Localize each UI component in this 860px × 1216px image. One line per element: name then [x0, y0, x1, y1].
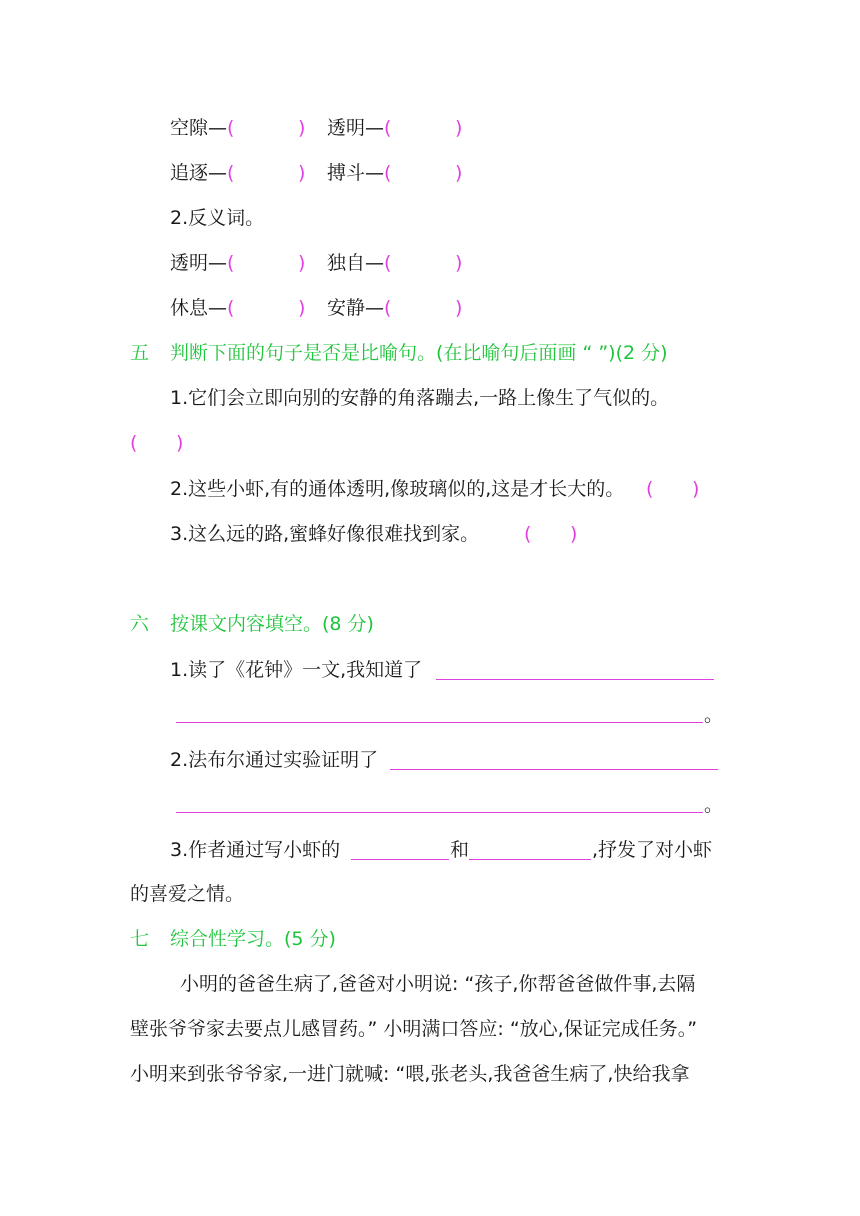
dash: —: [208, 117, 228, 139]
open-paren: (: [227, 252, 235, 274]
section-title: 按课文内容填空。(8 分): [170, 613, 374, 635]
close-paren: ): [455, 252, 463, 274]
synonym-item: [170, 114, 234, 142]
question-item: 2.这些小虾,有的通体透明,像玻璃似的,这是才长大的。: [170, 478, 625, 500]
word: 透明: [170, 252, 209, 274]
close-paren: ): [298, 252, 306, 274]
open-paren: (: [384, 162, 392, 184]
passage-line: 小明的爸爸生病了,爸爸对小明说: “孩子,你帮爸爸做件事,去隔: [180, 973, 696, 995]
answer-open-paren: (: [524, 523, 532, 545]
dash: —: [208, 162, 228, 184]
open-paren: (: [227, 162, 235, 184]
answer-open-paren: (: [130, 432, 138, 454]
question-item: 1.它们会立即向别的安静的角落蹦去,一路上像生了气似的。: [170, 387, 670, 409]
word: 独自: [327, 252, 366, 274]
dash: —: [365, 252, 385, 274]
fill-question-continued: ,抒发了对小虾: [592, 839, 713, 861]
word: 休息: [170, 297, 209, 319]
period: 。: [704, 794, 724, 816]
antonym-item: [170, 249, 234, 277]
close-paren: ): [455, 117, 463, 139]
fill-question: 1.读了《花钟》一文,我知道了: [170, 659, 423, 681]
antonym-item: [327, 249, 391, 277]
section-title: 判断下面的句子是否是比喻句。(在比喻句后面画 “ ”)(2 分): [170, 342, 668, 364]
fill-question: 3.作者通过写小虾的: [170, 839, 341, 861]
open-paren: (: [227, 297, 235, 319]
open-paren: (: [384, 297, 392, 319]
word: 空隙: [170, 117, 209, 139]
section-number: 七: [130, 928, 150, 950]
close-paren: ): [455, 162, 463, 184]
close-paren: ): [298, 117, 306, 139]
answer-line[interactable]: [390, 769, 718, 770]
open-paren: (: [384, 252, 392, 274]
dash: —: [365, 162, 385, 184]
period: 。: [704, 704, 724, 726]
word: 追逐: [170, 162, 209, 184]
open-paren: (: [227, 117, 235, 139]
answer-line[interactable]: [469, 859, 591, 860]
dash: —: [365, 297, 385, 319]
connector-text: 和: [450, 839, 470, 861]
antonym-item: [170, 294, 234, 322]
word: 安静: [327, 297, 366, 319]
answer-close-paren: ): [692, 478, 700, 500]
close-paren: ): [298, 297, 306, 319]
synonym-item: [327, 114, 391, 142]
section-title: 综合性学习。(5 分): [170, 928, 336, 950]
fill-question: 2.法布尔通过实验证明了: [170, 749, 379, 771]
answer-line[interactable]: [351, 859, 449, 860]
question-item: 3.这么远的路,蜜蜂好像很难找到家。: [170, 523, 480, 545]
passage-line: 壁张爷爷家去要点儿感冒药。” 小明满口答应: “放心,保证完成任务。”: [130, 1018, 698, 1040]
open-paren: (: [384, 117, 392, 139]
word: 透明: [327, 117, 366, 139]
close-paren: ): [455, 297, 463, 319]
close-paren: ): [298, 162, 306, 184]
fill-question-continued: 的喜爱之情。: [130, 883, 245, 905]
answer-close-paren: ): [176, 432, 184, 454]
antonym-heading: 2.反义词。: [170, 207, 265, 229]
synonym-item: [170, 159, 234, 187]
passage-line: 小明来到张爷爷家,一进门就喊: “喂,张老头,我爸爸生病了,快给我拿: [130, 1063, 690, 1085]
answer-line[interactable]: [436, 679, 714, 680]
answer-close-paren: ): [570, 523, 578, 545]
answer-open-paren: (: [646, 478, 654, 500]
antonym-item: [327, 294, 391, 322]
dash: —: [365, 117, 385, 139]
answer-line[interactable]: [176, 812, 703, 813]
dash: —: [208, 252, 228, 274]
synonym-item: [327, 159, 391, 187]
answer-line[interactable]: [176, 722, 703, 723]
section-number: 五: [130, 342, 150, 364]
section-number: 六: [130, 613, 150, 635]
dash: —: [208, 297, 228, 319]
word: 搏斗: [327, 162, 366, 184]
